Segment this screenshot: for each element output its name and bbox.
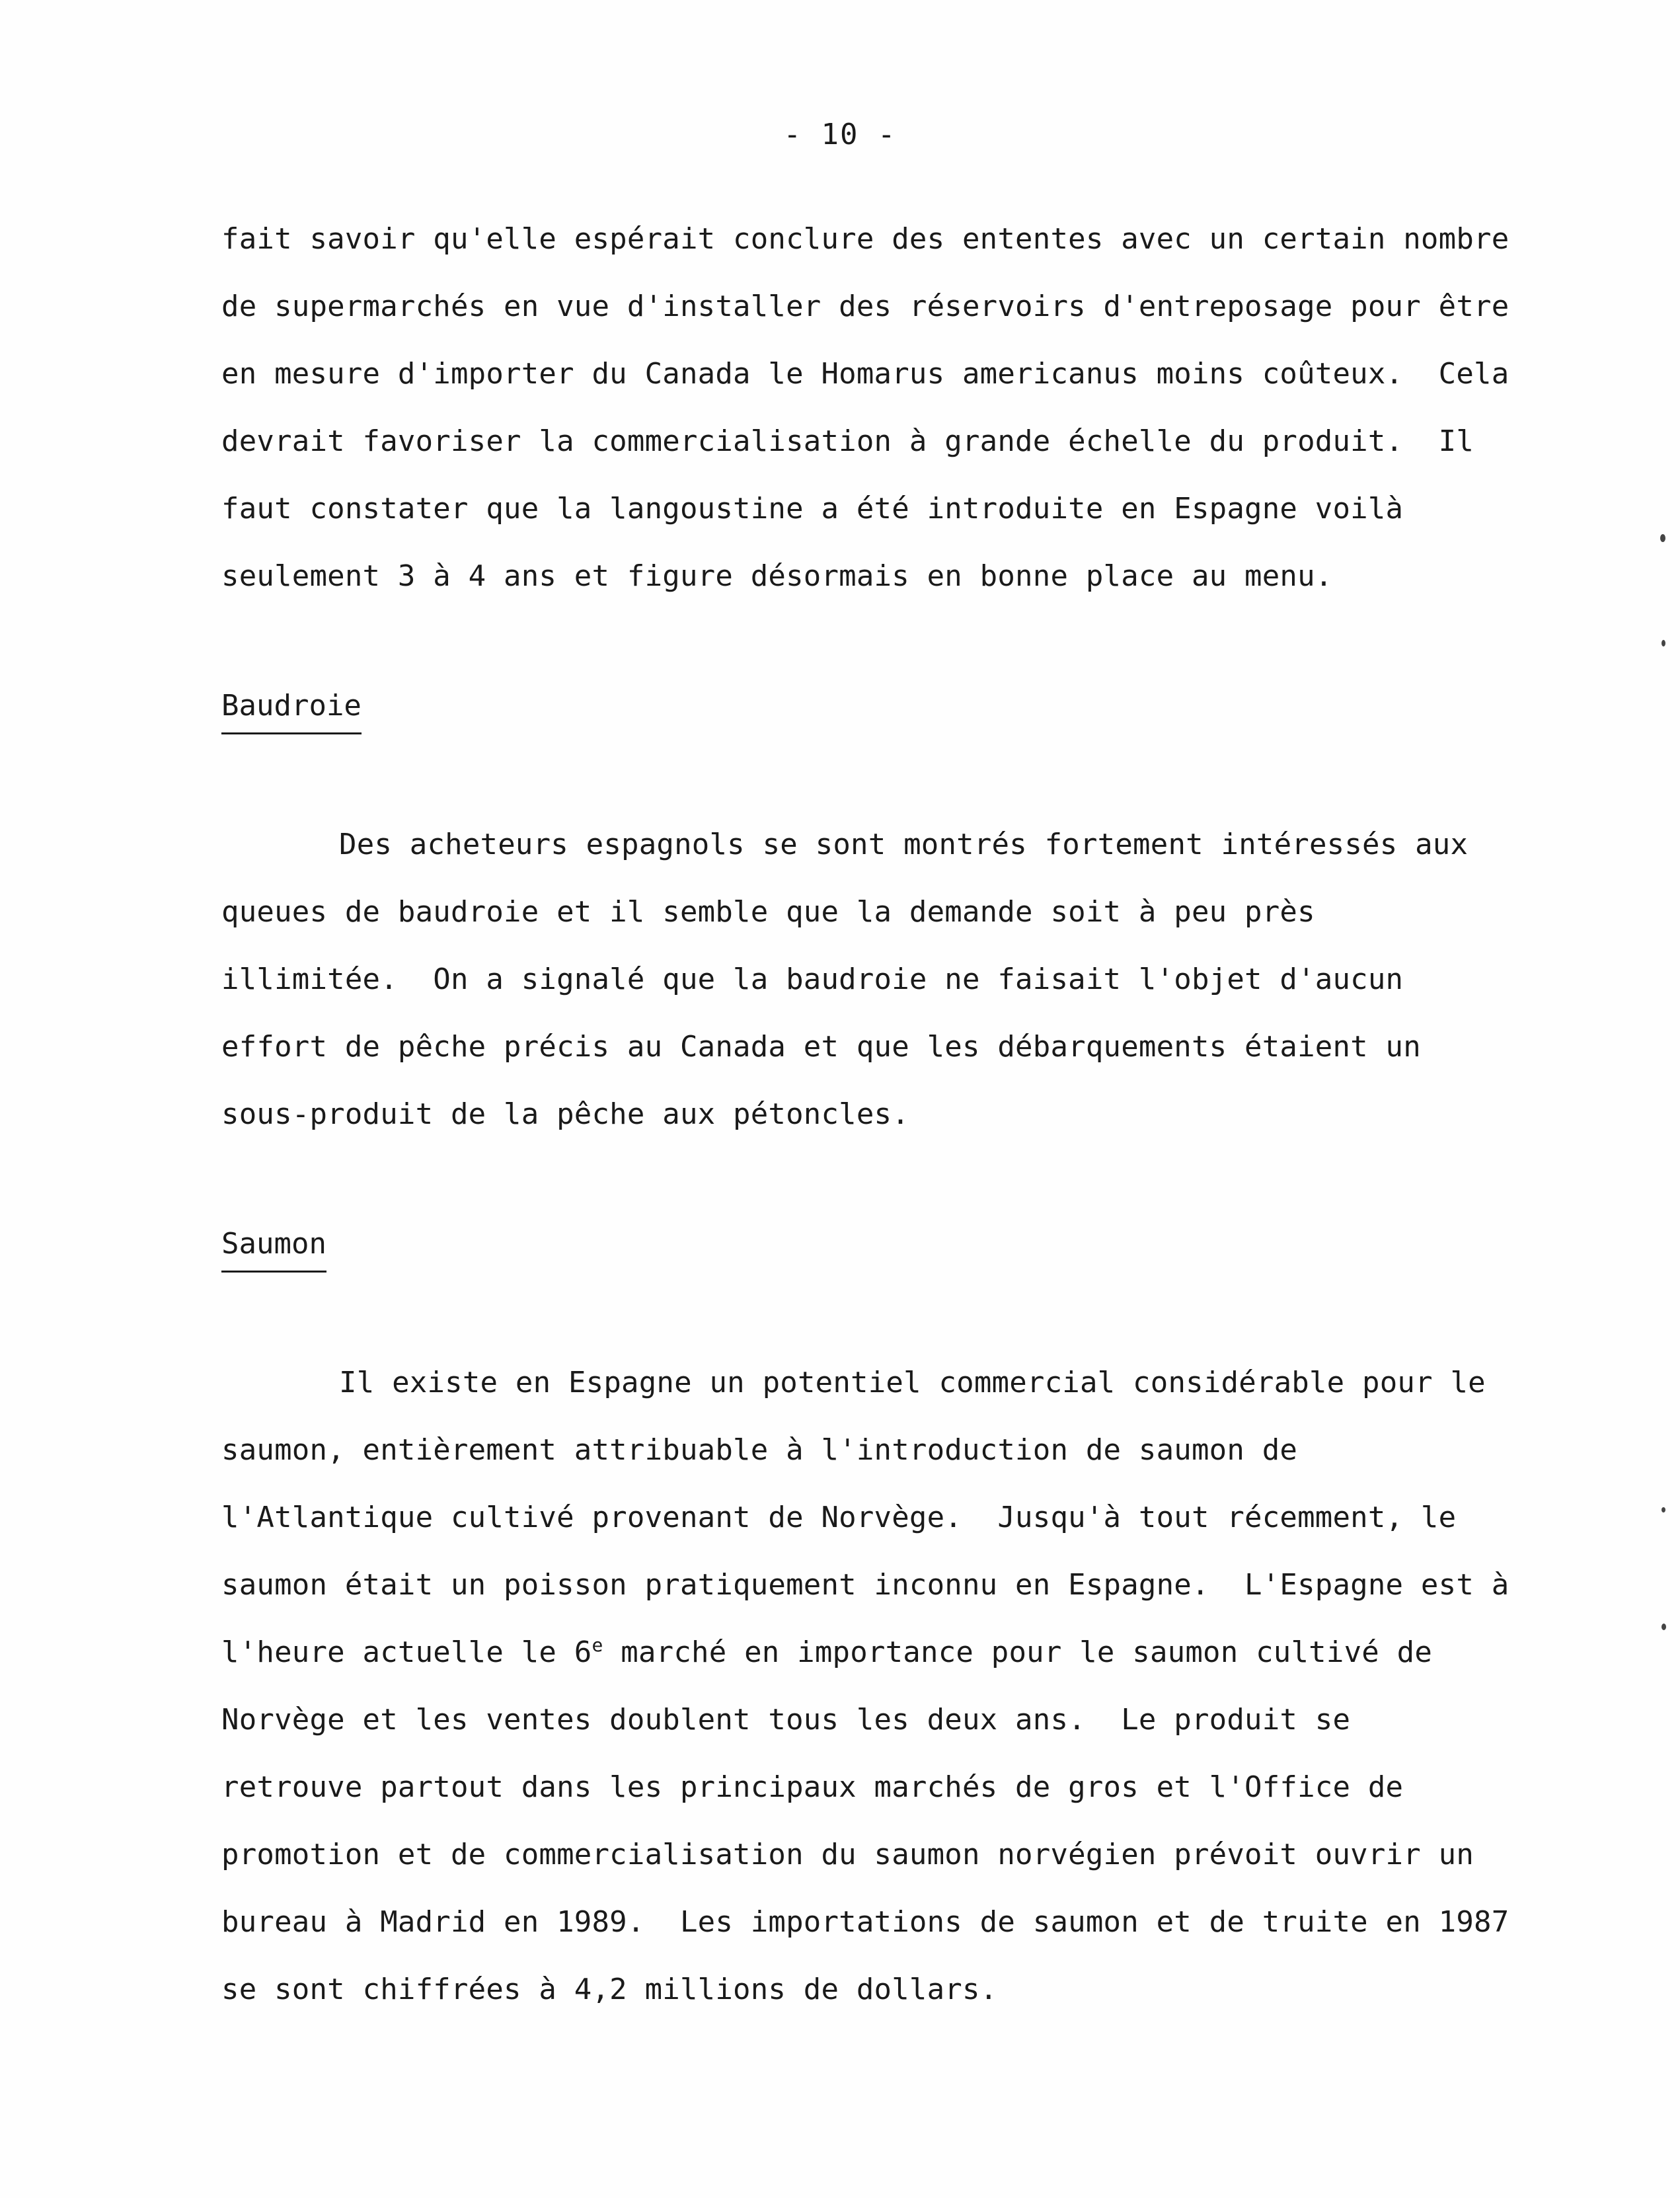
text-line: l'Atlantique cultivé provenant de Norvège. Jusqu'à tout récemment, le <box>221 1501 1457 1534</box>
text-line: illimitée. On a signalé que la baudroie ne faisait l'objet d'aucun <box>221 962 1404 996</box>
text-line: en mesure d'importer du Canada le Homarus americanus moins coûteux. Cela <box>221 357 1509 391</box>
scan-speck <box>1660 534 1665 542</box>
text-line: promotion et de commercialisation du saumon norvégien prévoit ouvrir un <box>221 1838 1474 1871</box>
text-line: Il existe en Espagne un potentiel commercial considérable pour le <box>339 1366 1486 1399</box>
superscript: e <box>592 1634 603 1656</box>
text-line <box>221 1626 1464 1694</box>
section-baudroie <box>221 680 1464 758</box>
saumon-paragraph <box>221 1356 1509 2031</box>
page-body <box>221 213 1509 2031</box>
text-line: saumon était un poisson pratiquement inconnu en Espagne. L'Espagne est à <box>221 1568 1509 1602</box>
text-line: Des acheteurs espagnols se sont montrés fortement intéressés aux <box>339 828 1469 861</box>
text-line: devrait favoriser la commercialisation à grande échelle du produit. Il <box>221 424 1474 458</box>
section-heading: Saumon <box>221 1218 326 1273</box>
text-fragment: marché en importance pour le saumon cultivé de <box>621 1635 1433 1669</box>
scan-speck <box>1661 1624 1666 1630</box>
section-saumon <box>221 1218 1464 1296</box>
scan-speck <box>1661 1507 1665 1512</box>
baudroie-paragraph <box>221 818 1469 1156</box>
text-line: fait savoir qu'elle espérait conclure des ententes avec un certain nombre <box>221 222 1509 256</box>
text-line: seulement 3 à 4 ans et figure désormais en bonne place au menu. <box>221 559 1333 593</box>
text-line: saumon, entièrement attribuable à l'introduction de saumon de <box>221 1433 1298 1467</box>
scan-speck <box>1661 640 1665 647</box>
text-fragment: l'heure actuelle le 6 <box>221 1635 592 1669</box>
text-line: se sont chiffrées à 4,2 millions de dollars. <box>221 1973 998 2006</box>
intro-paragraph <box>221 213 1509 617</box>
text-line: effort de pêche précis au Canada et que les débarquements étaient un <box>221 1030 1421 1064</box>
text-line: sous-produit de la pêche aux pétoncles. <box>221 1097 909 1131</box>
page-number: - 10 - <box>783 118 897 151</box>
text-line: faut constater que la langoustine a été introduite en Espagne voilà <box>221 492 1404 526</box>
text-line: bureau à Madrid en 1989. Les importations de saumon et de truite en 1987 <box>221 1905 1509 1939</box>
text-line: queues de baudroie et il semble que la demande soit à peu près <box>221 895 1315 929</box>
text-line: retrouve partout dans les principaux marchés de gros et l'Office de <box>221 1770 1404 1804</box>
text-line: Norvège et les ventes doublent tous les deux ans. Le produit se <box>221 1703 1351 1737</box>
text-line: de supermarchés en vue d'installer des réservoirs d'entreposage pour être <box>221 290 1509 323</box>
section-heading: Baudroie <box>221 680 362 734</box>
